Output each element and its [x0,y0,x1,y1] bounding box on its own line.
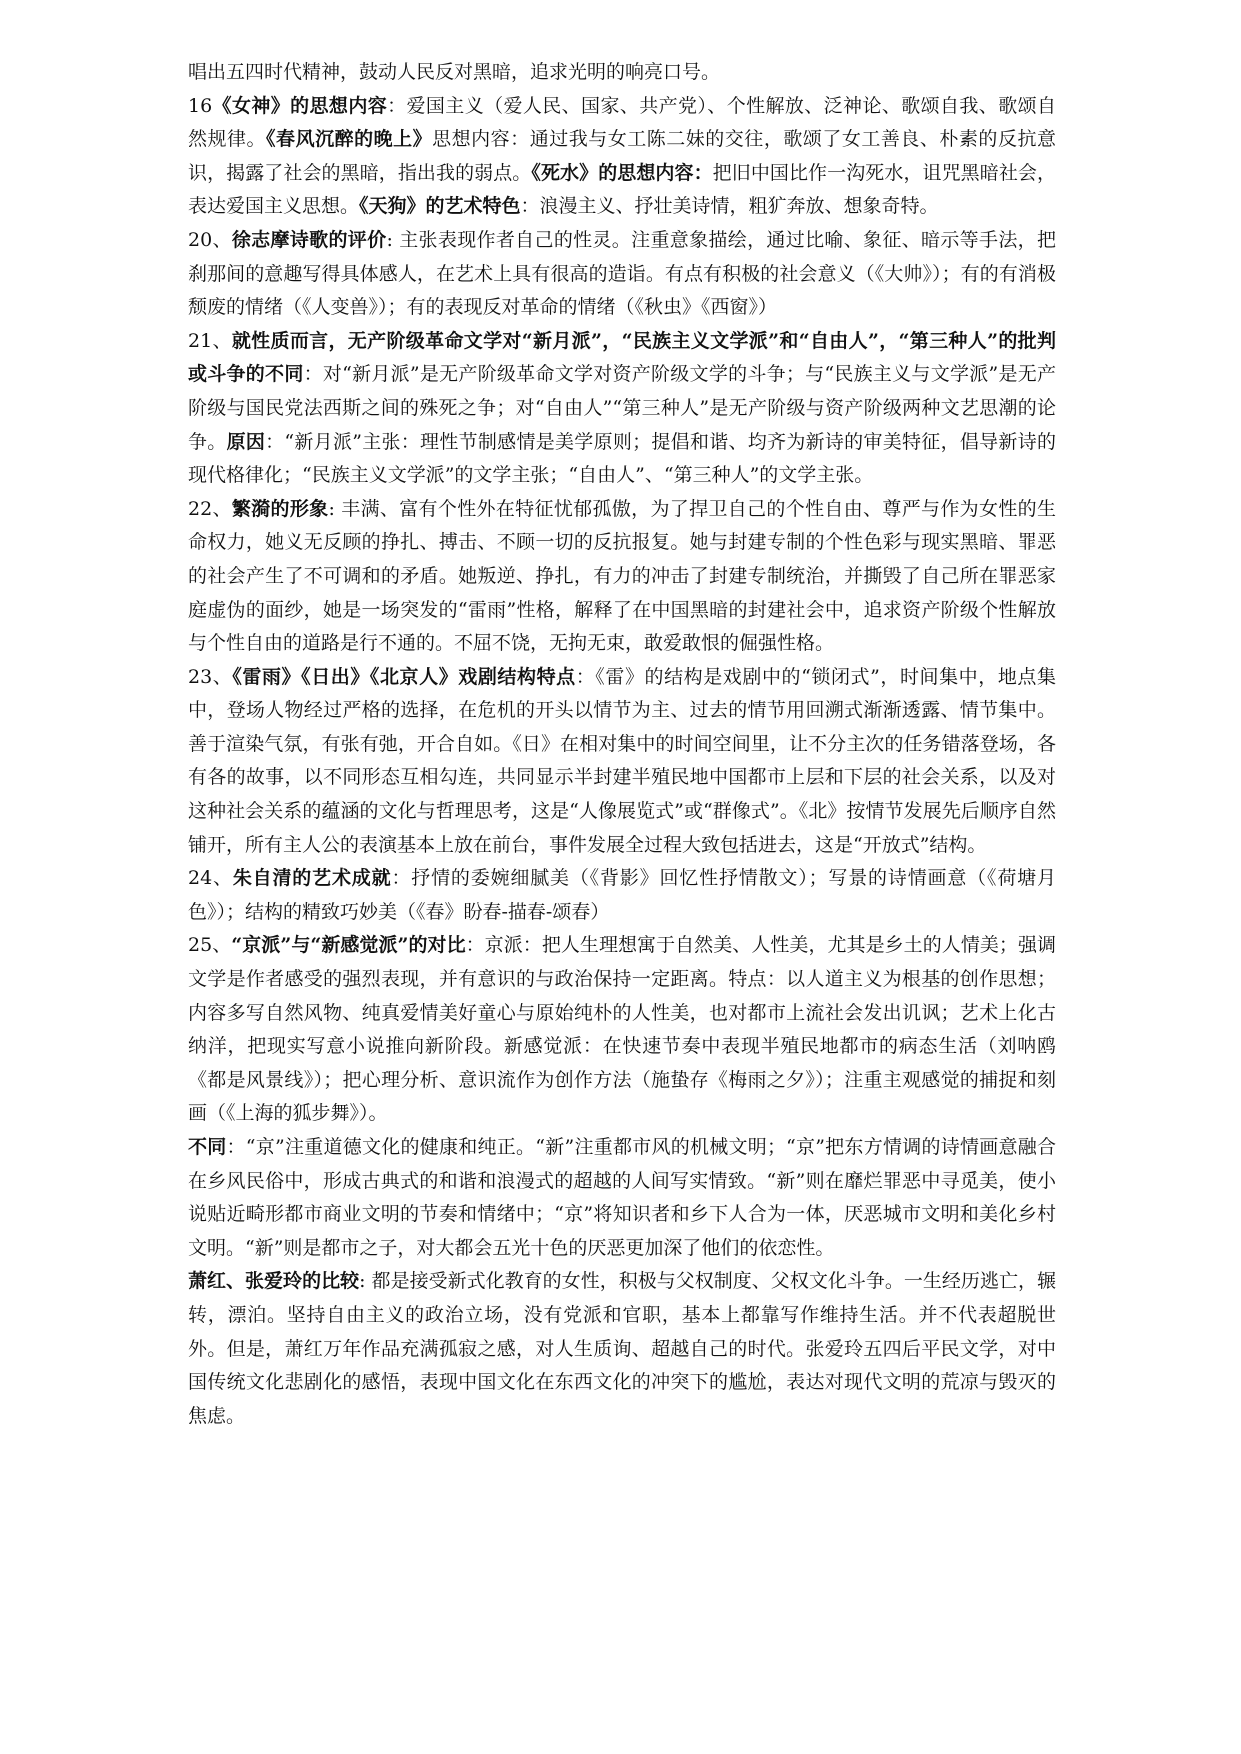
para-intro: 唱出五四时代精神，鼓动人民反对黑暗，追求光明的响亮口号。 [188,61,721,83]
document-page [188,56,1056,1433]
para-21: 21、就性质而言，无产阶级革命文学对“新月派”，“民族主义文学派”和“自由人”，“第三种人”的批判或斗争的不同：对“新月派”是无产阶级革命文学对资产阶级文学的斗争；与“民族主义与文学派”是无产阶级与国民党法西斯之间的殊死之争；对“自由人”“第三种人”是无产阶级与资产阶级两种文艺思潮的论争。原因：“新月派”主张：理性节制感情是美学原则；提倡和谐、均齐为新诗的审美特征，倡导新诗的现代格律化；“民族主义文学派”的文学主张；“自由人”、“第三种人”的文学主张。 [188,329,1056,487]
para-xiaohong-zhang: 萧红、张爱玲的比较: 都是接受新式化教育的女性，积极与父权制度、父权文化斗争。一生经历逃亡，辗转，漂泊。坚持自由主义的政治立场，没有党派和官职，基本上都靠写作维持生活。并不代表超脱世外。但是，萧红万年作品充满孤寂之感，对人生质询、超越自己的时代。张爱玲五四后平民文学，对中国传统文化悲剧化的感悟，表现中国文化在东西文化的冲突下的尴尬，表达对现代文明的荒凉与毁灭的焦虑。 [188,1270,1056,1427]
heading-tiangou: 《天狗》的艺术特色 [359,195,521,218]
para-16: 16《女神》的思想内容：爱国主义（爱人民、国家、共产党）、个性解放、泛神论、歌颂自我、歌颂自然规律。《春风沉醉的晚上》思想内容：通过我与女工陈二妹的交往，歌颂了女工善良、朴素的反抗意识，揭露了社会的黑暗，指出我的弱点。《死水》的思想内容：把旧中国比作一沟死水，诅咒黑暗社会，表达爱国主义思想。《天狗》的艺术特色：浪漫主义、抒壮美诗情，粗犷奔放、想象奇特。 [188,94,1056,218]
para-20: 20、徐志摩诗歌的评价: 主张表现作者自己的性灵。注重意象描绘，通过比喻、象征、暗示等手法，把刹那间的意趣写得具体感人，在艺术上具有很高的造诣。有点有积极的社会意义（《大帅》）；有的有消极颓废的情绪（《人变兽》）；有的表现反对革命的情绪（《秋虫》《西窗》） [188,228,1056,319]
heading-literary-struggle: 就性质而言，无产阶级革命文学对“新月派”，“民族主义文学派”和“自由人”，“第三种人”的批判或斗争的不同 [188,329,1056,386]
heading-drama-structure: 《雷雨》《日出》《北京人》戏剧结构特点 [232,665,576,688]
para-difference: 不同：“京”注重道德文化的健康和纯正。“新”注重都市风的机械文明；“京”把东方情调的诗情画意融合在乡风民俗中，形成古典式的和谐和浪漫式的超越的人间写实情致。“新”则在靡烂罪恶中寻觅美，使小说贴近畸形都市商业文明的节奏和情绪中；“京”将知识者和乡下人合为一体，厌恶城市文明和美化乡村文明。“新”则是都市之子，对大都会五光十色的厌恶更加深了他们的依恋性。 [188,1136,1056,1259]
para-22: 22、繁漪的形象: 丰满、富有个性外在特征忧郁孤傲，为了捍卫自己的个性自由、尊严与作为女性的生命权力，她义无反顾的挣扎、搏击、不顾一切的反抗报复。她与封建专制的个性色彩与现实黑暗、罪恶的社会产生了不可调和的矛盾。她叛逆、挣扎，有力的冲击了封建专制统治，并撕毁了自己所在罪恶家庭虚伪的面纱，她是一场突发的“雷雨”性格，解释了在中国黑暗的封建社会中，追求资产阶级个性解放与个性自由的道路是行不通的。不屈不饶，无拘无束，敢爱敢恨的倔强性格。 [188,497,1056,655]
heading-jingpai-xinganjue: “京派”与“新感觉派”的对比 [231,934,466,957]
heading-sishui: 《死水》的思想内容： [531,161,713,184]
heading-reason: 原因 [226,430,266,453]
heading-difference: 不同 [188,1136,227,1158]
para-24: 24、朱自清的艺术成就：抒情的委婉细腻美（《背影》回忆性抒情散文）；写景的诗情画意（《荷塘月色》）；结构的精致巧妙美（《春》盼春-描春-颂春） [188,867,1056,923]
heading-nvshen: 《女神》的思想内容 [212,94,388,117]
heading-fanyi: 繁漪的形象 [231,497,329,520]
heading-chunfeng: 《春风沉醉的晚上》 [266,128,433,151]
heading-xiaohong-zhang: 萧红、张爱玲的比较 [188,1270,360,1293]
para-23: 23、《雷雨》《日出》《北京人》戏剧结构特点：《雷》的结构是戏剧中的“锁闭式”，时间集中，地点集中，登场人物经过严格的选择，在危机的开头以情节为主、过去的情节用回溯式渐渐透露、情节集中。善于渲染气氛，有张有弛，开合自如。《日》在相对集中的时间空间里，让不分主次的任务错落登场，各有各的故事，以不同形态互相勾连，共同显示半封建半殖民地中国都市上层和下层的社会关系，以及对这种社会关系的蕴涵的文化与哲理思考，这是“人像展览式”或“群像式”。《北》按情节发展先后顺序自然铺开，所有主人公的表演基本上放在前台，事件发展全过程大致包括进去，这是“开放式”结构。 [188,665,1056,856]
heading-xuzhimo: 徐志摩诗歌的评价 [231,228,387,251]
heading-zhuziqing: 朱自清的艺术成就 [232,867,392,890]
para-25: 25、“京派”与“新感觉派”的对比：京派：把人生理想寓于自然美、人性美，尤其是乡土的人情美；强调文学是作者感受的强烈表现，并有意识的与政治保持一定距离。特点：以人道主义为根基的创作思想；内容多写自然风物、纯真爱情美好童心与原始纯朴的人性美，也对都市上流社会发出讥讽；艺术上化古纳洋，把现实写意小说推向新阶段。新感觉派：在快速节奏中表现半殖民地都市的病态生活（刘呐鸥《都是风景线》）；把心理分析、意识流作为创作方法（施蛰存《梅雨之夕》）；注重主观感觉的捕捉和刻画（《上海的狐步舞》）。 [188,934,1056,1125]
